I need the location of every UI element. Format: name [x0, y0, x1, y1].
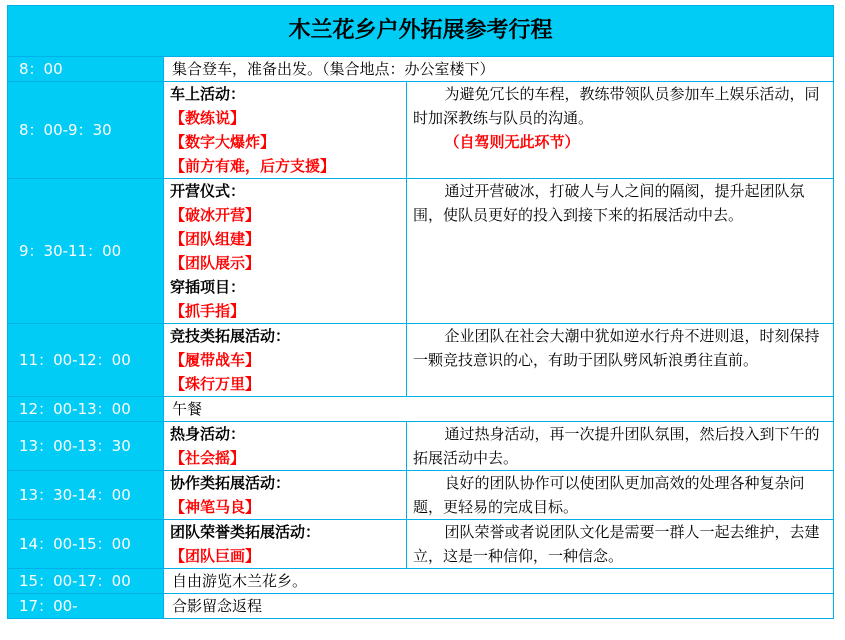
table-row [8, 520, 834, 569]
activity-description: 通过热身活动，再一次提升团队氛围，然后投入到下午的拓展活动中去。 [413, 425, 820, 467]
activity-description: 良好的团队协作可以使团队更加高效的处理各种复杂问题，更轻易的完成目标。 [413, 474, 805, 516]
table-row [8, 422, 834, 471]
table-row [8, 57, 834, 82]
time-cell: 9：30-11：00 [8, 179, 164, 324]
table-row [8, 82, 834, 179]
activity-item: 【履带战车】 [170, 351, 261, 369]
activity-category: 开营仪式： [170, 182, 246, 200]
table-row [8, 569, 834, 594]
activity-note: （自驾则无此环节） [444, 133, 580, 151]
activity-category: 协作类拓展活动： [170, 474, 291, 492]
description-cell [407, 82, 834, 179]
activity-category: 团队荣誉类拓展活动： [170, 523, 321, 541]
activity-item: 【珠行万里】 [170, 375, 261, 393]
activity-item: 【数字大爆炸】 [170, 133, 276, 151]
activity-item: 【团队巨画】 [170, 547, 261, 565]
time-cell: 11：00-12：00 [8, 324, 164, 397]
title-row [8, 6, 834, 57]
activity-category: 竞技类拓展活动： [170, 327, 291, 345]
activity-cell [164, 422, 407, 471]
description-cell [407, 324, 834, 397]
description-cell [407, 422, 834, 471]
activity-item: 【团队展示】 [170, 254, 261, 272]
activity-description: 通过开营破冰，打破人与人之间的隔阂，提升起团队氛围，使队员更好的投入到接下来的拓展活动中去。 [413, 182, 805, 224]
schedule-text: 集合登车，准备出发。（集合地点：办公室楼下） [164, 57, 834, 82]
activity-category: 热身活动： [170, 425, 246, 443]
activity-cell [164, 179, 407, 324]
activity-category: 车上活动： [170, 85, 246, 103]
activity-cell [164, 324, 407, 397]
activity-description: 团队荣誉或者说团队文化是需要一群人一起去维护，去建立，这是一种信仰，一种信念。 [413, 523, 820, 565]
description-cell [407, 520, 834, 569]
time-cell: 13：30-14：00 [8, 471, 164, 520]
itinerary-document [7, 5, 833, 619]
table-row [8, 594, 834, 619]
schedule-text: 自由游览木兰花乡。 [164, 569, 834, 594]
schedule-text: 午餐 [164, 397, 834, 422]
table-row [8, 179, 834, 324]
activity-item: 【社会摇】 [170, 449, 246, 467]
activity-cell [164, 520, 407, 569]
time-cell: 8：00 [8, 57, 164, 82]
time-cell: 15：00-17：00 [8, 569, 164, 594]
time-cell: 14：00-15：00 [8, 520, 164, 569]
schedule-text: 合影留念返程 [164, 594, 834, 619]
table-row [8, 324, 834, 397]
activity-item: 【破冰开营】 [170, 206, 261, 224]
activity-description: 为避免冗长的车程，教练带领队员参加车上娱乐活动，同时加深教练与队员的沟通。 [413, 85, 820, 127]
time-cell: 17：00- [8, 594, 164, 619]
description-cell [407, 179, 834, 324]
activity-item: 【团队组建】 [170, 230, 261, 248]
activity-category: 穿插项目： [170, 278, 246, 296]
activity-item: 【前方有难，后方支援】 [170, 157, 336, 175]
itinerary-table [7, 5, 834, 619]
page-title: 木兰花乡户外拓展参考行程 [8, 6, 834, 57]
description-cell [407, 471, 834, 520]
activity-cell [164, 471, 407, 520]
time-cell: 12：00-13：00 [8, 397, 164, 422]
activity-item: 【神笔马良】 [170, 498, 261, 516]
activity-item: 【抓手指】 [170, 302, 246, 320]
time-cell: 13：00-13：30 [8, 422, 164, 471]
activity-item: 【教练说】 [170, 109, 246, 127]
activity-description: 企业团队在社会大潮中犹如逆水行舟不进则退，时刻保持一颗竞技意识的心，有助于团队劈风斩浪勇往直前。 [413, 327, 820, 369]
table-row [8, 471, 834, 520]
time-cell: 8：00-9：30 [8, 82, 164, 179]
activity-cell [164, 82, 407, 179]
table-row [8, 397, 834, 422]
